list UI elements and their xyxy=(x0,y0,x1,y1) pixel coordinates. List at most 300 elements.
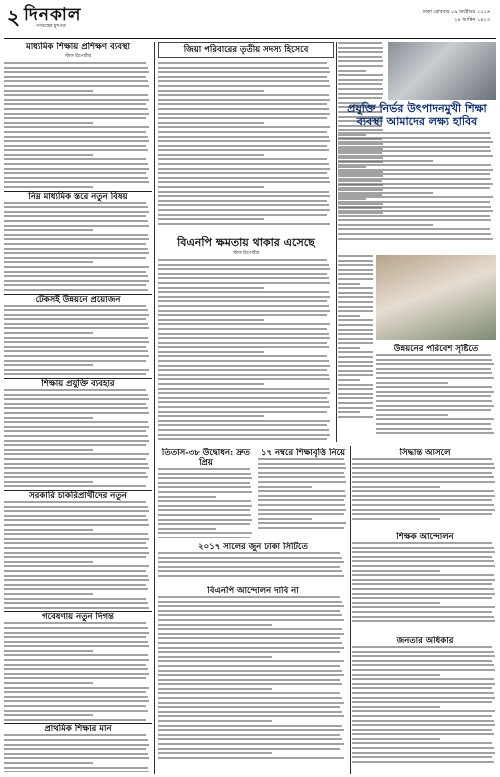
text-line xyxy=(158,310,330,312)
text-line xyxy=(4,309,148,311)
text-line xyxy=(158,610,340,612)
text-line xyxy=(158,738,342,740)
text-line xyxy=(4,172,146,174)
text-line xyxy=(158,296,330,298)
text-line xyxy=(158,415,264,417)
text-line xyxy=(158,76,327,78)
text-line xyxy=(258,513,344,515)
text-line xyxy=(338,47,383,49)
text-line xyxy=(4,94,148,96)
text-line xyxy=(338,141,493,143)
text-line xyxy=(4,744,149,746)
text-line xyxy=(258,472,344,474)
text-line xyxy=(158,378,330,380)
text-line xyxy=(338,310,373,312)
rights-story xyxy=(352,636,498,774)
text-line xyxy=(4,252,149,254)
headline: টেকসই উন্নয়নে প্রয়োজন xyxy=(35,294,121,305)
headline: শিক্ষায় প্রযুক্তি ব্যবহার xyxy=(41,379,115,389)
text-line xyxy=(158,566,340,568)
text-line xyxy=(376,372,492,374)
text-line xyxy=(158,711,342,713)
text-line xyxy=(158,505,252,507)
issue-date xyxy=(423,8,490,24)
text-line xyxy=(4,421,148,423)
text-line xyxy=(352,664,494,666)
text-line xyxy=(4,645,149,647)
text-line xyxy=(158,177,329,179)
text-line xyxy=(4,126,149,128)
text-line xyxy=(338,60,383,62)
text-line xyxy=(338,351,373,353)
text-line xyxy=(338,379,360,381)
text-line xyxy=(352,513,492,515)
text-line xyxy=(4,552,149,554)
text-line xyxy=(4,202,146,204)
text-line xyxy=(4,80,148,82)
text-line xyxy=(258,499,344,501)
text-line xyxy=(258,527,344,529)
text-line xyxy=(4,593,93,595)
text-line xyxy=(376,414,448,416)
text-line xyxy=(4,284,146,286)
text-line xyxy=(338,338,373,340)
text-line xyxy=(158,420,330,422)
text-line xyxy=(338,233,491,235)
text-line xyxy=(4,275,148,277)
headline: নিম্ন মাধ্যমিক স্তরে নতুন বিষয় xyxy=(28,191,128,202)
headline: ১৭ নম্বরে শিক্ষাবৃত্তি নিয়ে xyxy=(260,448,346,458)
text-line xyxy=(338,402,373,404)
text-line xyxy=(338,192,433,194)
text-line xyxy=(376,409,491,411)
text-line xyxy=(352,651,494,653)
text-line xyxy=(338,365,373,367)
text-line xyxy=(158,656,272,658)
text-line xyxy=(352,606,495,608)
text-line xyxy=(158,333,329,335)
text-line xyxy=(4,215,146,217)
text-line xyxy=(338,196,493,198)
text-line xyxy=(352,565,495,567)
decision-story xyxy=(352,448,498,528)
text-line xyxy=(376,432,494,434)
text-line xyxy=(4,565,149,567)
text-line xyxy=(4,271,146,273)
text-line xyxy=(338,296,373,298)
text-line xyxy=(158,424,327,426)
text-line xyxy=(338,132,490,134)
text-line xyxy=(158,71,330,73)
text-line xyxy=(4,556,146,558)
text-line xyxy=(158,337,330,339)
text-line xyxy=(158,624,272,626)
text-line xyxy=(158,287,264,289)
text-line xyxy=(4,734,146,736)
text-line xyxy=(4,677,146,679)
text-line xyxy=(352,701,492,703)
text-line xyxy=(158,715,344,717)
article-body xyxy=(258,458,348,529)
text-line xyxy=(158,145,327,147)
text-line xyxy=(352,747,494,749)
text-line xyxy=(158,468,250,470)
text-line xyxy=(352,472,492,474)
text-line xyxy=(158,103,327,105)
text-line xyxy=(158,328,327,330)
text-line xyxy=(338,155,493,157)
text-line xyxy=(376,428,492,430)
text-line xyxy=(158,633,344,635)
text-line xyxy=(158,62,327,64)
text-line xyxy=(4,327,149,329)
text-line xyxy=(4,510,149,512)
text-line xyxy=(158,491,252,493)
text-line xyxy=(4,533,148,535)
text-line xyxy=(338,370,373,372)
column-divider xyxy=(336,42,337,442)
event-photo xyxy=(388,42,496,100)
text-line xyxy=(158,692,340,694)
text-line xyxy=(258,481,346,483)
text-line xyxy=(338,137,491,139)
text-line xyxy=(158,113,330,115)
text-line xyxy=(338,74,383,76)
text-line xyxy=(4,177,148,179)
text-line xyxy=(338,187,490,189)
text-line xyxy=(338,283,360,285)
text-line xyxy=(4,524,149,526)
article-body xyxy=(158,596,348,759)
text-line xyxy=(4,762,93,764)
text-line xyxy=(352,683,495,685)
text-line xyxy=(4,117,146,119)
text-line xyxy=(158,752,272,754)
text-line xyxy=(158,683,342,685)
article-body xyxy=(158,552,348,577)
text-line xyxy=(158,482,250,484)
text-line xyxy=(158,300,327,302)
text-line xyxy=(158,614,342,616)
text-line xyxy=(338,160,433,162)
text-line xyxy=(4,373,146,375)
text-line xyxy=(158,342,327,344)
text-line xyxy=(4,650,93,652)
newspaper-name: দিনকাল xyxy=(24,5,82,25)
text-line xyxy=(4,154,93,156)
text-line xyxy=(352,504,494,506)
text-line xyxy=(4,485,146,487)
headline: তিতাস-৩৮ উদ্বোধন: দ্রুত প্রিয় xyxy=(161,448,251,468)
text-line xyxy=(338,83,382,85)
headline: প্রযুক্তি নির্ভর উৎপাদনমুখী শিক্ষা ব্যবস্থা আমাদের লক্ষ্য হাবিব xyxy=(347,102,487,128)
text-line xyxy=(352,697,495,699)
text-line xyxy=(4,739,148,741)
text-line xyxy=(4,99,149,101)
text-line xyxy=(338,79,383,81)
text-line xyxy=(158,154,264,156)
text-line xyxy=(158,706,340,708)
text-line xyxy=(338,173,490,175)
text-line xyxy=(352,669,495,671)
text-line xyxy=(352,646,492,648)
text-line xyxy=(338,264,373,266)
text-line xyxy=(338,201,490,203)
text-line xyxy=(338,183,493,185)
feature-body xyxy=(338,132,496,252)
article-body xyxy=(352,646,498,763)
text-line xyxy=(4,407,148,409)
text-line xyxy=(4,103,146,105)
text-line xyxy=(4,771,149,772)
text-line xyxy=(158,528,216,530)
text-line xyxy=(158,596,340,598)
text-line xyxy=(338,97,382,99)
text-line xyxy=(158,702,344,704)
text-line xyxy=(338,169,493,171)
text-line xyxy=(4,90,93,92)
text-line xyxy=(376,400,492,402)
text-line xyxy=(352,560,494,562)
text-line xyxy=(4,598,146,600)
tagline: গণতন্ত্রের মুখপত্র xyxy=(36,24,66,29)
text-line xyxy=(158,561,344,563)
text-line xyxy=(4,668,148,670)
masthead xyxy=(4,0,496,39)
headline: মাধ্যমিক শিক্ষায় প্রশিক্ষণ ব্যবস্থা xyxy=(25,42,131,52)
env-story xyxy=(376,344,496,444)
text-line xyxy=(376,391,494,393)
text-line xyxy=(4,472,146,474)
text-line xyxy=(376,423,491,425)
text-line xyxy=(4,632,149,634)
text-line xyxy=(158,674,344,676)
students-photo xyxy=(376,255,496,340)
text-line xyxy=(338,306,373,308)
text-line xyxy=(158,214,327,216)
date-bengali: ২৪ আশ্বিন ১৪২৩ xyxy=(454,17,490,23)
text-line xyxy=(4,673,149,675)
text-line xyxy=(4,641,148,643)
text-line xyxy=(338,287,373,289)
text-line xyxy=(338,416,373,418)
text-line xyxy=(158,209,330,211)
text-line xyxy=(338,411,360,413)
text-line xyxy=(158,757,344,759)
column-divider xyxy=(154,42,155,774)
titas-story xyxy=(158,448,254,538)
text-line xyxy=(338,93,383,95)
text-line xyxy=(4,108,148,110)
text-line xyxy=(4,369,149,371)
text-line xyxy=(158,94,329,96)
headline: সিদ্ধান্ত আসলে xyxy=(399,448,451,458)
text-line xyxy=(338,273,373,275)
text-line xyxy=(352,742,492,744)
text-line xyxy=(338,301,373,303)
text-line xyxy=(158,660,344,662)
text-line xyxy=(4,687,149,689)
text-line xyxy=(376,405,494,407)
text-line xyxy=(352,620,495,622)
text-line xyxy=(4,501,146,503)
text-line xyxy=(4,360,146,362)
text-line xyxy=(158,369,327,371)
text-line xyxy=(4,145,146,147)
text-line xyxy=(158,291,329,293)
text-line xyxy=(338,407,373,409)
text-line xyxy=(352,692,494,694)
text-line xyxy=(158,642,342,644)
text-line xyxy=(4,398,149,400)
text-line xyxy=(4,394,148,396)
text-line xyxy=(352,588,494,590)
text-line xyxy=(352,556,492,558)
text-line xyxy=(338,219,491,221)
text-line xyxy=(4,403,146,405)
article-body xyxy=(158,259,334,440)
text-line xyxy=(158,314,327,316)
article-body xyxy=(4,501,152,609)
text-line xyxy=(352,570,440,572)
text-line xyxy=(352,583,492,585)
text-line xyxy=(4,714,93,716)
text-line xyxy=(4,682,93,684)
text-line xyxy=(4,257,146,259)
text-line xyxy=(258,467,346,469)
text-line xyxy=(258,522,346,524)
text-line xyxy=(338,129,383,131)
text-line xyxy=(376,377,494,379)
text-line xyxy=(4,266,149,268)
text-line xyxy=(352,733,494,735)
article-body xyxy=(4,305,152,376)
text-line xyxy=(158,273,327,275)
text-line xyxy=(158,401,329,403)
text-line xyxy=(376,359,492,361)
text-line xyxy=(158,532,252,534)
text-line xyxy=(158,264,329,266)
headline: বিএনপি ক্ষমতায় থাকার এসেছে xyxy=(177,236,315,249)
text-line xyxy=(4,323,148,325)
text-line xyxy=(352,616,494,618)
text-line xyxy=(4,547,148,549)
text-line xyxy=(376,363,494,365)
text-line xyxy=(338,56,382,58)
text-line xyxy=(338,315,360,317)
right-narrow-2 xyxy=(338,255,374,445)
text-line xyxy=(4,186,93,188)
text-line xyxy=(158,191,329,193)
text-line xyxy=(4,529,93,531)
text-line xyxy=(4,659,149,661)
text-line xyxy=(258,495,346,497)
headline: বিএনপি আন্দোলন দাবি না xyxy=(207,586,299,596)
text-line xyxy=(158,85,330,87)
headline: উন্নয়নের পরিবেশ সৃষ্টিতে xyxy=(393,344,479,354)
text-line xyxy=(158,108,329,110)
text-line xyxy=(258,458,344,460)
text-line xyxy=(158,496,216,498)
article-body xyxy=(4,734,152,772)
text-line xyxy=(338,228,490,230)
text-line xyxy=(258,486,312,488)
text-line xyxy=(4,280,149,282)
text-line xyxy=(338,356,373,358)
text-line xyxy=(258,504,345,506)
text-line xyxy=(158,500,251,502)
scholarship-story xyxy=(258,448,348,538)
text-line xyxy=(4,62,146,64)
text-line xyxy=(376,354,491,356)
text-line xyxy=(338,164,491,166)
text-line xyxy=(158,117,327,119)
text-line xyxy=(352,518,440,520)
text-line xyxy=(4,476,148,478)
text-line xyxy=(4,67,148,69)
page-number: ২ xyxy=(7,5,21,29)
text-line xyxy=(158,697,342,699)
text-line xyxy=(338,333,373,335)
text-line xyxy=(376,382,448,384)
text-line xyxy=(4,163,148,165)
text-line xyxy=(4,700,149,702)
text-line xyxy=(4,570,146,572)
text-line xyxy=(352,611,492,613)
text-line xyxy=(352,738,440,740)
text-line xyxy=(4,220,148,222)
text-line xyxy=(158,473,251,475)
article-body xyxy=(352,542,498,622)
text-line xyxy=(352,486,440,488)
text-line xyxy=(352,660,492,662)
article-body xyxy=(338,132,496,240)
text-line xyxy=(4,467,149,469)
article-body xyxy=(376,354,496,434)
text-line xyxy=(4,248,148,250)
text-line xyxy=(4,627,148,629)
text-line xyxy=(352,509,495,511)
text-line xyxy=(338,361,373,363)
text-line xyxy=(158,259,327,261)
byline: স্টাফ রিপোর্টার xyxy=(232,251,260,256)
text-line xyxy=(158,126,330,128)
text-line xyxy=(158,172,327,174)
text-line xyxy=(376,418,494,420)
text-line xyxy=(4,122,93,124)
text-line xyxy=(158,509,250,511)
text-line xyxy=(158,557,342,559)
text-line xyxy=(158,158,327,160)
text-line xyxy=(4,691,146,693)
text-line xyxy=(4,622,146,624)
text-line xyxy=(158,383,264,385)
middle-top xyxy=(158,42,334,232)
text-line xyxy=(4,705,146,707)
text-line xyxy=(352,476,494,478)
text-line xyxy=(158,679,340,681)
text-line xyxy=(338,388,373,390)
text-line xyxy=(352,458,492,460)
text-line xyxy=(258,509,346,511)
text-line xyxy=(4,206,148,208)
text-line xyxy=(4,238,149,240)
text-line xyxy=(158,429,329,431)
text-line xyxy=(4,453,149,455)
text-line xyxy=(4,337,148,339)
text-line xyxy=(352,706,440,708)
text-line xyxy=(158,268,330,270)
